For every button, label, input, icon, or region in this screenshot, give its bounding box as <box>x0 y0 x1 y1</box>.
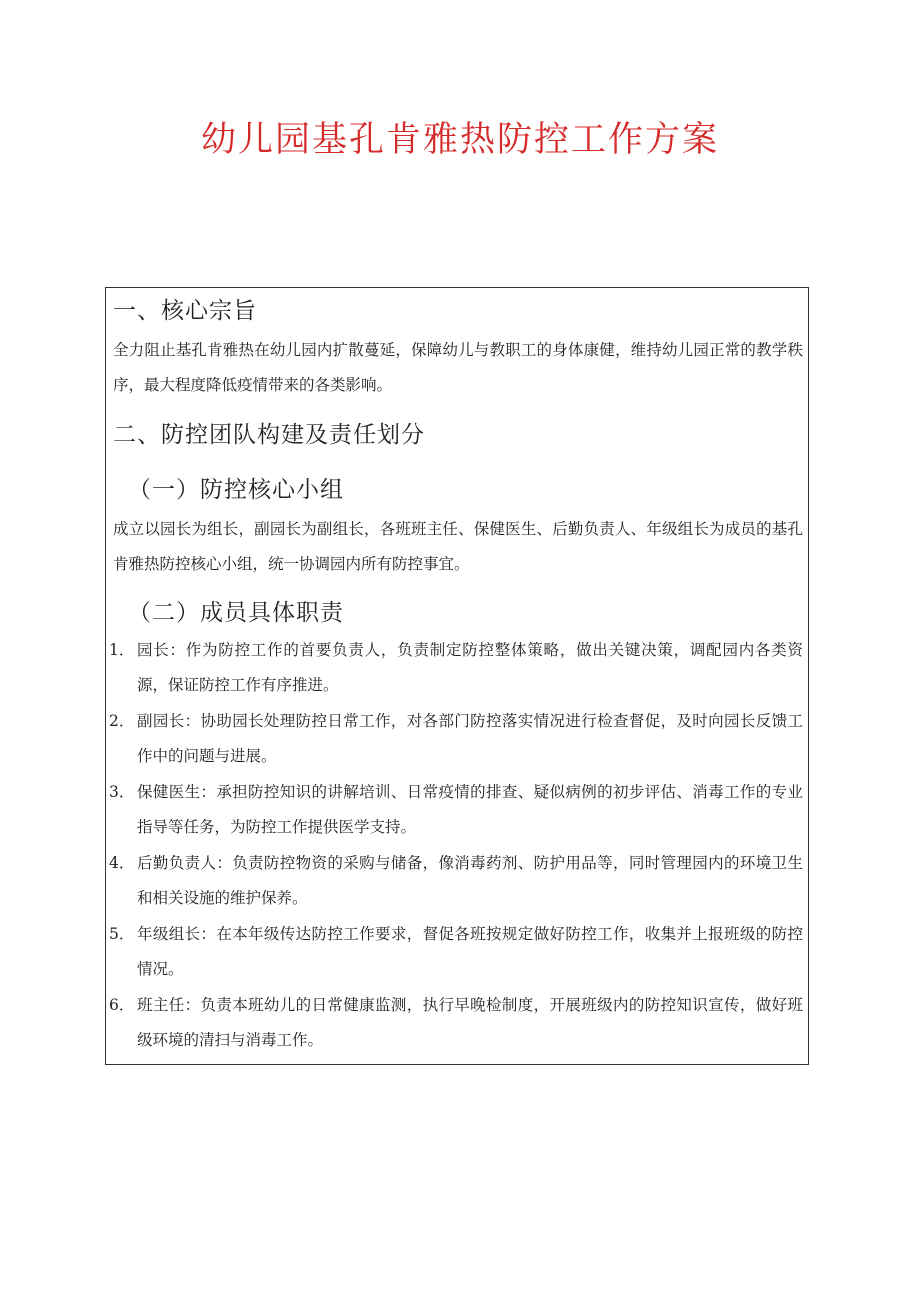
list-item-text: 班主任：负责本班幼儿的日常健康监测，执行早晚检制度，开展班级内的防控知识宣传，做好班级环境的清扫与消毒工作。 <box>137 996 803 1049</box>
list-number: 4． <box>109 854 135 872</box>
subsection-heading-core-group: （一）防控核心小组 <box>128 477 344 503</box>
section-heading-team: 二、防控团队构建及责任划分 <box>113 422 425 448</box>
list-number: 2． <box>109 712 135 730</box>
section-heading-core-purpose: 一、核心宗旨 <box>113 298 257 324</box>
duty-item-grade-leader <box>109 917 803 987</box>
list-item-text: 副园长：协助园长处理防控日常工作，对各部门防控落实情况进行检查督促，及时向园长反馈工作中的问题与进展。 <box>137 712 803 765</box>
list-item-text: 年级组长：在本年级传达防控工作要求，督促各班按规定做好防控工作，收集并上报班级的防控情况。 <box>137 925 803 978</box>
content-box <box>105 287 809 1065</box>
list-item-text: 保健医生：承担防控知识的讲解培训、日常疫情的排查、疑似病例的初步评估、消毒工作的专业指导等任务，为防控工作提供医学支持。 <box>137 783 803 836</box>
list-item-text: 园长：作为防控工作的首要负责人，负责制定防控整体策略，做出关键决策，调配园内各类资源，保证防控工作有序推进。 <box>137 641 803 694</box>
list-number: 1． <box>109 641 135 659</box>
duty-item-principal <box>109 633 803 703</box>
subsection-heading-duties: （二）成员具体职责 <box>128 600 344 626</box>
duty-item-logistics <box>109 846 803 916</box>
duty-item-vice-principal <box>109 704 803 774</box>
subsection-body-core-group: 成立以园长为组长，副园长为副组长，各班班主任、保健医生、后勤负责人、年级组长为成员的基孔肯雅热防控核心小组，统一协调园内所有防控事宜。 <box>113 520 803 573</box>
document-title: 幼儿园基孔肯雅热防控工作方案 <box>200 120 719 160</box>
list-number: 5． <box>109 925 135 943</box>
list-number: 3． <box>109 783 135 801</box>
section-body-core-purpose: 全力阻止基孔肯雅热在幼儿园内扩散蔓延，保障幼儿与教职工的身体康健，维持幼儿园正常的教学秩序，最大程度降低疫情带来的各类影响。 <box>113 341 803 394</box>
list-number: 6． <box>109 996 135 1014</box>
duty-item-health-doctor <box>109 775 803 845</box>
duty-item-class-teacher <box>109 988 803 1058</box>
list-item-text: 后勤负责人：负责防控物资的采购与储备，像消毒药剂、防护用品等，同时管理园内的环境卫生和相关设施的维护保养。 <box>137 854 803 907</box>
